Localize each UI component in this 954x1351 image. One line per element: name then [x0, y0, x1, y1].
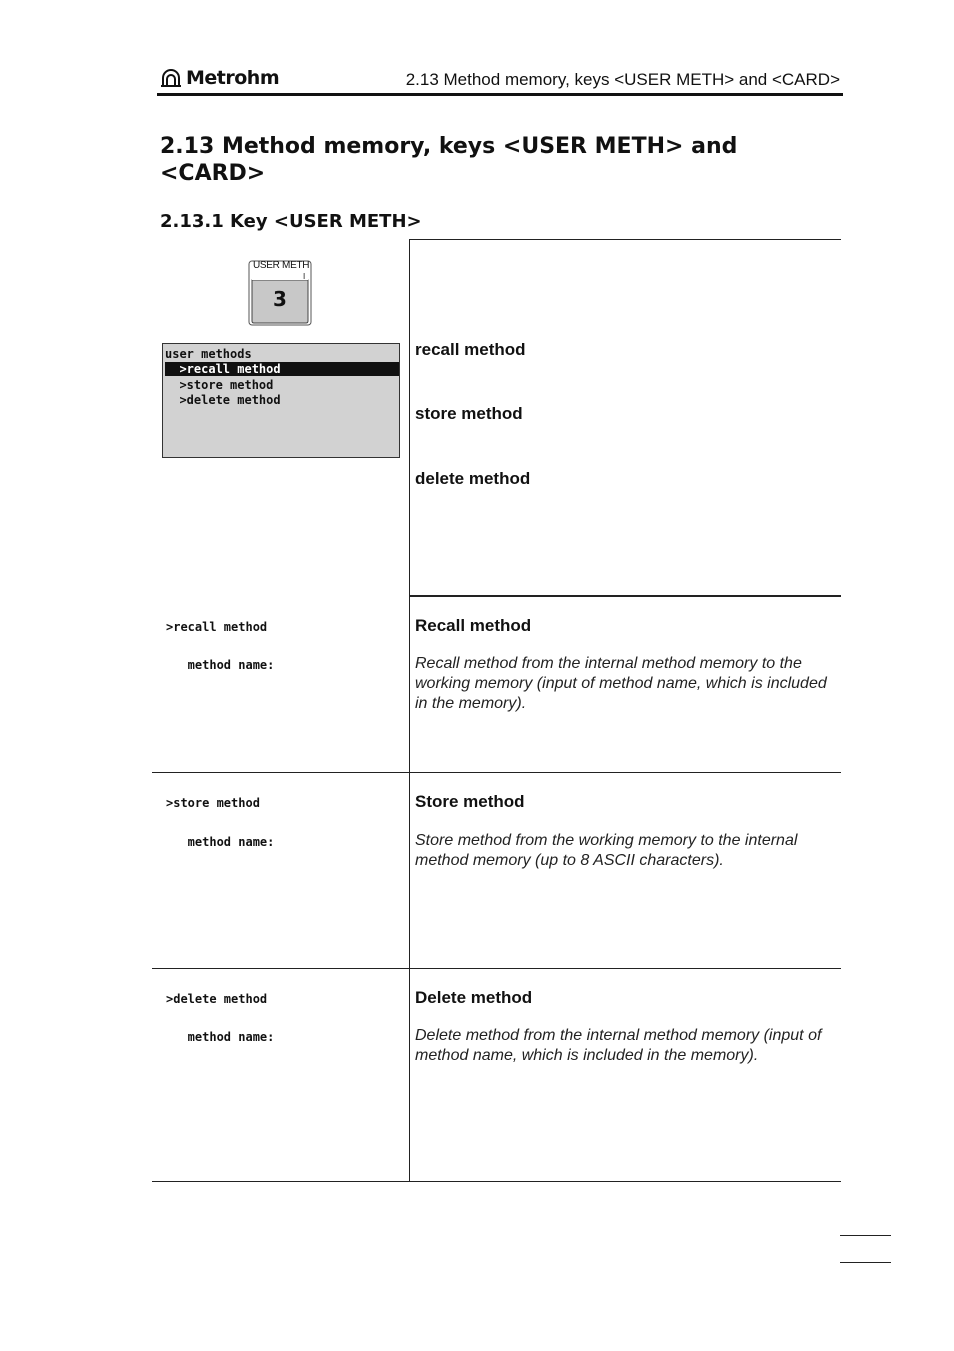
entry-param-delete: method name: [166, 1030, 275, 1044]
entry-param-recall: method name: [166, 658, 275, 672]
lcd-menu-line: >store method [165, 378, 274, 392]
key-number: 3 [273, 287, 287, 311]
header-rule [157, 93, 843, 96]
brand-name: Metrohm [186, 67, 280, 89]
section-title: 2.13 Method memory, keys <USER METH> and <CARD> [160, 134, 738, 186]
option-recall-method: recall method [415, 340, 526, 359]
entry-menu-recall: >recall method [166, 620, 268, 634]
lcd-title-line: user methods [165, 347, 252, 361]
lcd-menu-line: >delete method [165, 393, 281, 407]
option-store-method: store method [415, 404, 523, 423]
running-head: 2.13 Method memory, keys <USER METH> and <CARD> [405, 70, 840, 89]
entry-param-store: method name: [166, 835, 275, 849]
entry-description-delete: Delete method from the internal method memory (input of method name, which is included in the memory). [415, 1027, 822, 1064]
lcd-selection-highlight: >recall method [165, 362, 399, 376]
entry-heading-delete: Delete method [415, 988, 533, 1007]
entry-menu-delete: >delete method [166, 992, 268, 1006]
subsection-title: 2.13.1 Key <USER METH> [160, 211, 422, 232]
entry-heading-store: Store method [415, 792, 525, 811]
entry-description-store: Store method from the working memory to the internal method memory (up to 8 ASCII characters). [415, 832, 798, 869]
entry-description-recall: Recall method from the internal method memory to the working memory (input of method name, which is included in the memory). [415, 655, 827, 712]
row-divider [152, 772, 841, 773]
row-divider [409, 595, 841, 597]
key-secondary-label: I [303, 272, 306, 281]
lcd-display [162, 343, 400, 458]
lcd-menu-line-selected [165, 362, 399, 376]
footer-rule [840, 1235, 891, 1236]
metrohm-logo-icon [160, 67, 182, 89]
entry-heading-recall: Recall method [415, 616, 532, 635]
table-column-divider [409, 239, 410, 1181]
entry-menu-store: >store method [166, 796, 260, 810]
footer-rule [840, 1262, 891, 1263]
table-bottom-rule [152, 1181, 841, 1182]
table-top-rule [409, 239, 841, 240]
user-meth-key [248, 260, 312, 326]
key-label: USER METH [253, 260, 310, 271]
option-delete-method: delete method [415, 469, 531, 488]
row-divider [152, 968, 841, 969]
brand-logo [160, 64, 279, 92]
